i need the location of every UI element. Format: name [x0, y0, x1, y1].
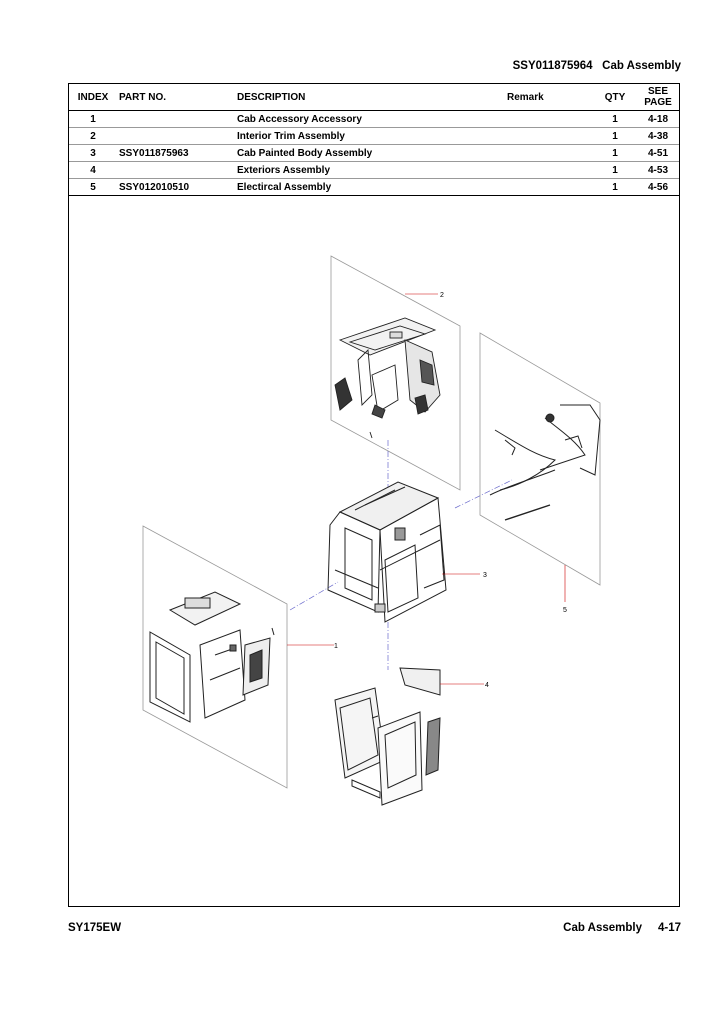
col-part-no-header: PART NO.: [119, 91, 167, 103]
callout-4: 4: [485, 682, 489, 689]
row-qty: 1: [612, 113, 618, 125]
row-description: Exteriors Assembly: [237, 164, 331, 176]
alignment-lines: [290, 440, 512, 670]
row-index: 5: [90, 181, 96, 193]
row-index: 4: [90, 164, 96, 176]
row-description: Electircal Assembly: [237, 181, 332, 193]
col-index-header: INDEX: [77, 91, 109, 103]
footer-section: Cab Assembly: [563, 922, 642, 934]
header-assembly-name: Cab Assembly: [602, 60, 681, 72]
footer-model: SY175EW: [68, 922, 122, 934]
row-qty: 1: [612, 147, 618, 159]
callout-2: 2: [440, 292, 444, 299]
row-see-page: 4-53: [647, 164, 668, 176]
row-description: Interior Trim Assembly: [237, 130, 345, 142]
see-page-line1: SEE: [647, 86, 668, 97]
footer-section-page: [563, 922, 681, 934]
col-qty-header: QTY: [604, 91, 626, 103]
callout-1: 1: [334, 643, 338, 650]
row-index: 2: [90, 130, 96, 142]
exteriors-drawing: [335, 668, 440, 805]
row-qty: 1: [612, 164, 618, 176]
row-part-no: SSY012010510: [119, 181, 190, 193]
row-qty: 1: [612, 130, 618, 142]
row-index: 1: [90, 113, 96, 125]
plate-electrical: [480, 333, 600, 585]
callout-3: 3: [483, 572, 487, 579]
row-see-page: 4-51: [647, 147, 668, 159]
row-see-page: 4-38: [647, 130, 668, 142]
row-qty: 1: [612, 181, 618, 193]
interior-trim-drawing: [335, 318, 440, 438]
row-description: Cab Accessory Accessory: [237, 113, 362, 125]
footer-page-number: 4-17: [657, 922, 681, 934]
row-part-no: SSY011875963: [119, 147, 189, 159]
row-index: 3: [90, 147, 96, 159]
col-remark-header: Remark: [507, 91, 544, 103]
cab-body-drawing: [328, 482, 446, 622]
row-see-page: 4-18: [647, 113, 668, 125]
callout-5: 5: [563, 607, 567, 614]
row-see-page: 4-56: [647, 181, 668, 193]
header-part-code: SSY011875964: [512, 60, 593, 72]
col-description-header: DESCRIPTION: [237, 91, 306, 103]
electrical-harness-drawing: [490, 405, 600, 520]
cab-accessory-drawing: [150, 592, 274, 722]
row-description: Cab Painted Body Assembly: [237, 147, 373, 159]
see-page-line2: PAGE: [644, 97, 672, 108]
